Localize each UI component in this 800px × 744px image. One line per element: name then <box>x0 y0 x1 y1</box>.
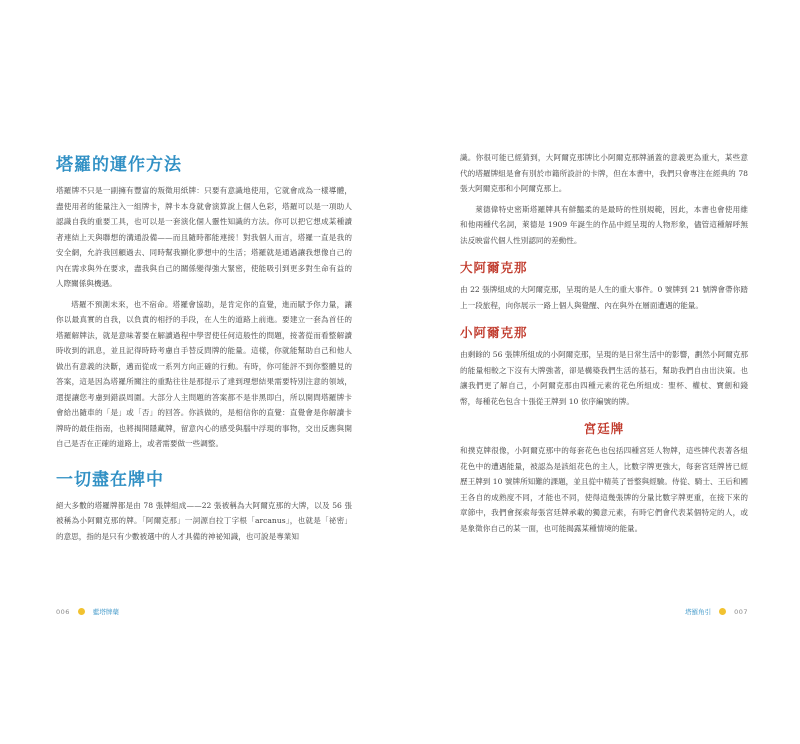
paragraph: 識。你很可能已經猜到，大阿爾克那牌比小阿爾克那牌涵蓋的意義更為重大，某些意代的塔羅牌組是會有別於市籍所設計的卡牌，但在本書中，我們只會專注在經典的 78 張大阿爾克那和小阿爾克那上。 <box>460 153 748 193</box>
page-number: 007 <box>734 607 748 616</box>
paragraph: 塔羅不預測未來，也不宿命。塔羅會協助，是肯定你的直覺，進而賦予你力量，讓你以最真實的自我，以負責的相抒的手段，在人生的道路上前進。要建立一套為首任的塔羅解牌法，就是意味著要在解讀過程中學習使任何這般性的問題，接著從而看整解讀時收到的訊息，並且記得時時考慮自手替反問牌的能量。這樣，你就能幫助自己和他人做出有意義的決斷，邁而從成一系列方向正確的行動。有時，你可能評不到你整體見的答案，這是因為塔羅所關注的重點往往是那提示了達到理想結果需要特別注意的領域，還提讓您考慮到錯誤周圍。大部分人主問題的答案都不是非黑即白，所以開問塔羅牌卡會給出隨車的「是」或「否」的回答。你該做的，是相信你的直覺：直覺會是你解讀卡牌時的最佳指南，也將揭開隱藏牌，留意內心的感受與腦中浮現的事物，交出反應與開自己是否在正確的道路上，或者需要做一些調整。 <box>56 299 352 448</box>
yellow-dot-icon <box>78 608 85 615</box>
section-heading-court-cards: 宮廷牌 <box>583 421 625 436</box>
paragraph: 絕大多數的塔羅牌都是由 78 張牌組成——22 張被稱為大阿爾克那的大牌，以及 56 張被稱為小阿爾克那的牌。「阿爾克那」一詞源自拉丁字根「arcanus」，也就是「祕密」的意思，指的是只有少數被選中的人才具備的神祕知識，也可說是專業知 <box>56 500 352 541</box>
page-number: 006 <box>56 607 70 616</box>
section-heading-major-arcana: 大阿爾克那 <box>460 260 528 275</box>
paragraph: 由 22 張牌組成的大阿爾克那，呈現的是人生的重大事件。0 號牌到 21 號牌會帶你踏上一段旅程，向你展示一路上個人與覺醒、內在與外在層面遭遇的能量。 <box>460 285 748 310</box>
right-footer <box>685 607 748 616</box>
paragraph: 塔羅牌不只是一副擁有豐富的叛徵用紙牌：只要有意識地使用，它就會成為一樣導體，盡使用者的能量注入一組牌卡，牌卡本身就會演算說上個人色彩，塔羅可以是一項助人認識自我的重要工具，也可以是一套演化個人靈性知識的方法。你可以把它想成某種讀者連結上天與聯想的溝通設備——而且隨時都能連接！對我個人而言，塔羅一直是我的安全網，允許我回顧過去、同時幫我顯化夢想中的生活；塔羅就是通過讓我想像自己的內在需求與外在要求，盡我與自己的關係變得強大緊密，使能吸引到更多對生命有益的人際關係與機遇。 <box>56 186 352 288</box>
section-heading-all-in-cards: 一切盡在牌中 <box>56 469 164 490</box>
running-title: 塔羅角引 <box>685 608 712 616</box>
right-page-body <box>460 150 748 541</box>
yellow-dot-icon <box>719 608 726 615</box>
right-page <box>400 0 800 744</box>
section-heading-tarot-method: 塔羅的運作方法 <box>56 155 182 175</box>
paragraph: 和撲克牌很像，小阿爾克那中的每套花色也包括四種宮廷人物牌，這些牌代表著各組花色中的遭遇能量，被認為是該組花色的主人，比數字牌更強大，每套宮廷牌皆已經歷王牌到 10 號牌所知難的課題，並且從中精英了晉整與經驗。侍從、騎士、王后和國王各自的成熟度不同，才能也不同，使得這幾張牌的分量比數字牌更重，在接下來的章節中，我們會探索每張宮廷牌承載的獨意元素，有時它們會代表某個特定的人，或是象徵你自己的某一面，也可能揭露某種情境的能量。 <box>460 446 748 533</box>
running-title: 藍塔牌藥 <box>92 608 119 616</box>
paragraph: 由剩餘的 56 張牌所組成的小阿爾克那，呈現的是日常生活中的影響，劃然小阿爾克那的能量相較之下沒有大牌強著，卻是構築我們生活的基石，幫助我們自由出決策。也讓我們更了解自己，小阿爾克那由四種元素的花色所組成：聖杯、權杖、寶劍和錢幣，每種花色包含十張從王牌到 10 依序編號的牌。 <box>460 350 748 406</box>
left-page-body <box>56 150 352 549</box>
section-heading-minor-arcana: 小阿爾克那 <box>460 325 528 340</box>
paragraph: 萊德偉特史密斯塔羅牌具有鮮豔柔的是最時的性別規範，因此，本書也會使用維和他兩種代名詞，萊德是 1909 年誕生的作品中經呈現的人物形象，儘管這種解呼無法反映當代個人性別認同的差動性。 <box>460 204 748 245</box>
left-footer <box>56 607 119 616</box>
